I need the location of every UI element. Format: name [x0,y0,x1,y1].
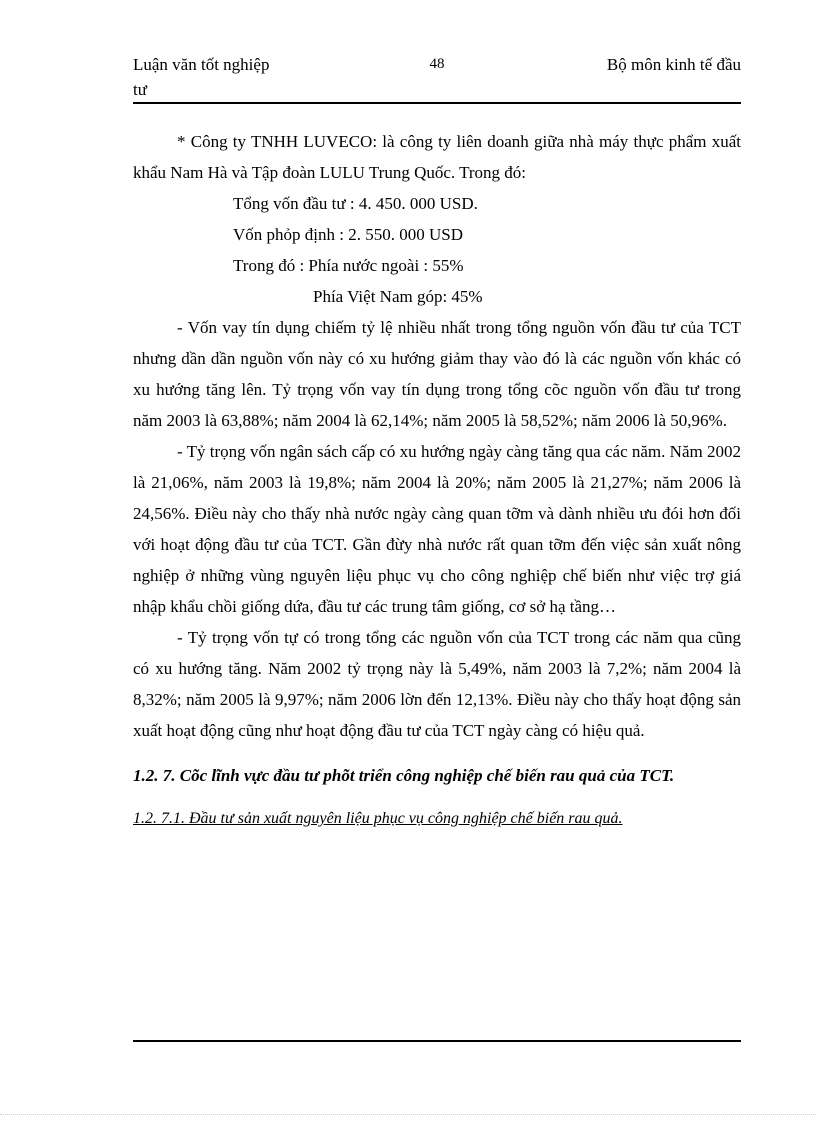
paragraph-luveco: * Công ty TNHH LUVECO: là công ty liên doanh giữa nhà máy thực phẩm xuất khẩu Nam Hà và Tập đoàn LULU Trung Quốc. Trong đó: [133,132,741,182]
line-total-capital: Tổng vốn đầu tư : 4. 450. 000 USD. [233,194,478,213]
page-header [133,52,741,104]
section-heading: 1.2. 7. Cõc lĩnh vực đầu tư phõt triển công nghiệp chế biến rau quả của TCT. [133,766,675,785]
footer-divider [133,1040,741,1042]
header-left-line1: Luận văn tốt nghiệp [133,55,270,74]
page-content [133,52,741,833]
page-number: 48 [429,56,445,72]
paragraph-credit-capital: - Vốn vay tín dụng chiếm tỷ lệ nhiều nhất trong tổng nguồn vốn đầu tư của TCT nhưng dần dần nguồn vốn này có xu hướng giảm thay vào đó là các nguồn vốn khác có xu hướng tăng lên. Tỷ trọng vốn vay tín dụng trong tổng cõc nguồn vốn đầu tư trong năm 2003 là 63,88%; năm 2004 là 62,14%; năm 2005 là 58,52%; năm 2006 là 50,96%. [133,318,741,430]
header-left-line2: tư [133,80,147,99]
line-legal-capital: Vốn phỏp định : 2. 550. 000 USD [233,225,463,244]
header-right-title: Bộ môn kinh tế đầu [606,55,741,74]
paragraph-own-capital: - Tỷ trọng vốn tự có trong tổng các nguồn vốn của TCT trong các năm qua cũng có xu hướng tăng. Năm 2002 tỷ trọng này là 5,49%, năm 2003 là 7,2%; năm 2004 là 8,32%; năm 2005 là 9,97%; năm 2006 lờn đến 12,13%. Điều này cho thấy hoạt động sản xuất hoạt động cũng như hoạt động đầu tư của TCT ngày càng có hiệu quả. [133,628,741,740]
page-bottom-edge [0,1114,816,1115]
paragraph-budget-capital: - Tỷ trọng vốn ngân sách cấp có xu hướng ngày càng tăng qua các năm. Năm 2002 là 21,06%, năm 2003 là 19,8%; năm 2004 là 20%; năm 2005 là 21,27%; năm 2006 là 24,56%. Điều này cho thấy nhà nước ngày càng quan tỡm và dành nhiều ưu đói hơn đối với hoạt động đầu tư của TCT. Gần đừy nhà nước rất quan tỡm đến việc sản xuất nông nghiệp ở những vùng nguyên liệu phục vụ cho công nghiệp chế biến như việc trợ giá nhập khẩu chồi giống dứa, đầu tư các trung tâm giống, cơ sở hạ tầng… [133,442,741,616]
line-foreign-share: Trong đó : Phía nước ngoài : 55% [233,256,464,275]
line-vietnam-share: Phía Việt Nam góp: 45% [313,287,483,306]
header-divider [133,102,741,104]
document-body [133,126,741,833]
section-subheading: 1.2. 7.1. Đầu tư sản xuất nguyên liệu phục vụ công nghiệp chế biến rau quả. [133,810,623,827]
